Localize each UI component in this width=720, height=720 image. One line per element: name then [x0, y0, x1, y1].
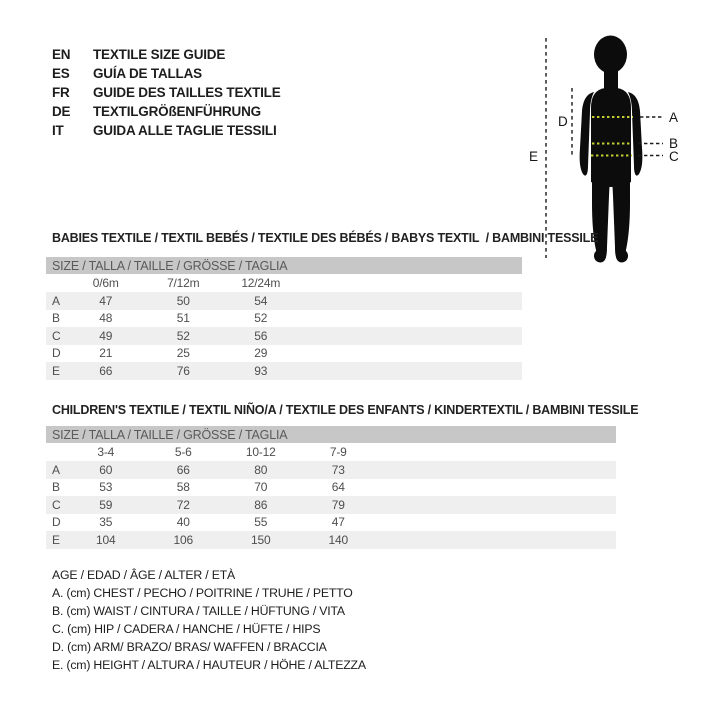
- language-row-fr: [52, 83, 281, 102]
- figure-label-b: B: [669, 136, 679, 151]
- figure-label-a: A: [669, 110, 679, 125]
- table-row: [46, 496, 616, 514]
- cell-value: 73: [331, 462, 345, 477]
- children-table-header-bar: SIZE / TALLA / TAILLE / GRÖSSE / TAGLIA: [46, 426, 616, 443]
- column-header: 7/12m: [167, 276, 200, 290]
- cell-value: 40: [176, 515, 190, 530]
- row-key: E: [52, 532, 60, 547]
- cell-value: 150: [251, 532, 271, 547]
- cell-value: 106: [173, 532, 193, 547]
- table-row: [46, 531, 616, 549]
- row-key: B: [52, 311, 60, 326]
- silhouette-shape: [580, 36, 643, 264]
- legend-line-age: AGE / EDAD / ÂGE / ALTER / ETÀ: [52, 568, 236, 582]
- legend-line-hip: C. (cm) HIP / CADERA / HANCHE / HÜFTE / HIPS: [52, 622, 321, 636]
- table-row: [46, 292, 522, 310]
- language-row-it: [52, 121, 281, 140]
- babies-size-table: [46, 257, 522, 380]
- cell-value: 86: [254, 497, 268, 512]
- row-key: C: [52, 497, 61, 512]
- table-row: [46, 345, 522, 363]
- legend-line-height: E. (cm) HEIGHT / ALTURA / HAUTEUR / HÖHE / ALTEZZA: [52, 658, 366, 672]
- cell-value: 72: [176, 497, 190, 512]
- language-code: ES: [52, 66, 70, 81]
- row-key: E: [52, 363, 60, 378]
- language-label: GUIDE DES TAILLES TEXTILE: [93, 85, 281, 100]
- babies-column-headers: [46, 274, 522, 292]
- row-key: D: [52, 346, 61, 361]
- cell-value: 93: [254, 363, 268, 378]
- cell-value: 25: [176, 346, 190, 361]
- children-column-headers: [46, 443, 616, 461]
- cell-value: 76: [176, 363, 190, 378]
- language-code: FR: [52, 85, 70, 100]
- cell-value: 60: [99, 462, 113, 477]
- figure-label-c: C: [669, 149, 679, 164]
- cell-value: 80: [254, 462, 268, 477]
- cell-value: 47: [331, 515, 345, 530]
- column-header: 0/6m: [92, 276, 119, 290]
- column-header: 10-12: [245, 445, 276, 459]
- cell-value: 29: [254, 346, 268, 361]
- cell-value: 64: [331, 480, 345, 495]
- cell-value: 54: [254, 293, 268, 308]
- cell-value: 58: [176, 480, 190, 495]
- figure-label-d: D: [558, 114, 568, 129]
- language-label: TEXTILE SIZE GUIDE: [93, 47, 226, 62]
- table-row: [46, 461, 616, 479]
- table-row: [46, 327, 522, 345]
- table-row: [46, 514, 616, 532]
- row-key: A: [52, 462, 60, 477]
- cell-value: 52: [254, 311, 268, 326]
- cell-value: 35: [99, 515, 113, 530]
- children-size-table: [46, 426, 616, 549]
- row-key: C: [52, 328, 61, 343]
- cell-value: 48: [99, 311, 113, 326]
- cell-value: 59: [99, 497, 113, 512]
- cell-value: 55: [254, 515, 268, 530]
- row-key: D: [52, 515, 61, 530]
- cell-value: 56: [254, 328, 268, 343]
- cell-value: 50: [176, 293, 190, 308]
- language-label: GUIDA ALLE TAGLIE TESSILI: [93, 123, 277, 138]
- cell-value: 21: [99, 346, 113, 361]
- cell-value: 51: [176, 311, 190, 326]
- cell-value: 70: [254, 480, 268, 495]
- babies-table-header-bar: SIZE / TALLA / TAILLE / GRÖSSE / TAGLIA: [46, 257, 522, 274]
- column-header: 3-4: [97, 445, 115, 459]
- cell-value: 53: [99, 480, 113, 495]
- children-section-title: CHILDREN'S TEXTILE / TEXTIL NIÑO/A / TEXTILE DES ENFANTS / KINDERTEXTIL / BAMBINI TESSILE: [52, 403, 639, 417]
- column-header: 7-9: [329, 445, 347, 459]
- language-row-en: [52, 45, 281, 64]
- language-code: DE: [52, 104, 71, 119]
- language-code: IT: [52, 123, 64, 138]
- cell-value: 49: [99, 328, 113, 343]
- table-row: [46, 362, 522, 380]
- language-list: [52, 45, 281, 140]
- language-label: TEXTILGRÖßENFÜHRUNG: [93, 104, 261, 119]
- legend-line-arm: D. (cm) ARM/ BRAZO/ BRAS/ WAFFEN / BRACCIA: [52, 640, 327, 654]
- cell-value: 104: [96, 532, 116, 547]
- language-label: GUÍA DE TALLAS: [93, 66, 202, 81]
- cell-value: 52: [176, 328, 190, 343]
- legend-line-chest: A. (cm) CHEST / PECHO / POITRINE / TRUHE / PETTO: [52, 586, 353, 600]
- cell-value: 66: [99, 363, 113, 378]
- language-row-es: [52, 64, 281, 83]
- table-row: [46, 479, 616, 497]
- column-header: 5-6: [174, 445, 192, 459]
- row-key: A: [52, 293, 60, 308]
- cell-value: 47: [99, 293, 113, 308]
- column-header: 12/24m: [241, 276, 281, 290]
- cell-value: 140: [328, 532, 348, 547]
- cell-value: 66: [176, 462, 190, 477]
- cell-value: 79: [331, 497, 345, 512]
- language-code: EN: [52, 47, 71, 62]
- babies-section-title: BABIES TEXTILE / TEXTIL BEBÉS / TEXTILE DES BÉBÉS / BABYS TEXTIL / BAMBINI TESSILE: [52, 231, 599, 245]
- language-row-de: [52, 102, 281, 121]
- measurement-legend: [52, 566, 366, 674]
- legend-line-waist: B. (cm) WAIST / CINTURA / TAILLE / HÜFTUNG / VITA: [52, 604, 345, 618]
- figure-label-e: E: [529, 149, 539, 164]
- table-row: [46, 310, 522, 328]
- row-key: B: [52, 480, 60, 495]
